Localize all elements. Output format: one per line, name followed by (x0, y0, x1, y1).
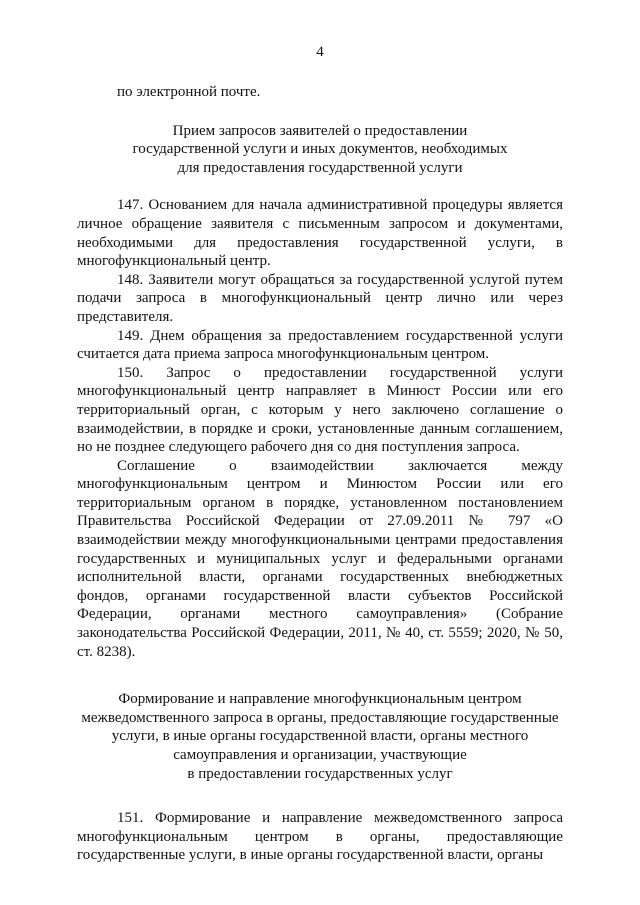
paragraph-151: 151. Формирование и направление межведомственного запроса многофункциональным центром в органы, предоставляющие государственные услуги, в иные органы государственной власти, органы (77, 810, 563, 864)
heading-line: для предоставления государственной услуги (177, 159, 463, 176)
paragraph-150: 150. Запрос о предоставлении государственной услуги многофункциональный центр направляет в Минюст России или его территориальный орган, с которым у него заключено соглашение о взаимодействии, в порядке и сроки, установленные данным соглашением, но не позднее следующего рабочего дня со дня поступления запроса. (77, 364, 563, 456)
paragraph-149: 149. Днем обращения за предоставлением государственной услуги считается дата приема запроса многофункциональным центром. (77, 327, 563, 363)
continuation-line: по электронной почте. (117, 84, 261, 100)
paragraph-147: 147. Основанием для начала административной процедуры является личное обращение заявителя с письменным запросом и документами, необходимыми для предоставления государственной услуги, в многофункциональный центр. (77, 197, 563, 270)
heading-line: государственной услуги и иных документов, необходимых (132, 141, 508, 158)
section-heading-reception (77, 122, 563, 178)
paragraph-agreement: Соглашение о взаимодействии заключается между многофункциональным центром и Минюстом России или его территориальным органом в порядке, установленном постановлением Правительства Российской Федерации от 27.09.2011 № 797 «О взаимодействии между многофункциональными центрами предоставления государственных и муниципальных услуг и федеральными органами исполнительной власти, органами государственных внебюджетных фондов, органами государственной власти субъектов Российской Федерации, органами местного самоуправления» (Собрание законодательства Российской Федерации, 2011, № 40, ст. 5559; 2020, № 50, ст. 8238). (77, 457, 563, 660)
section-heading-interagency-request (77, 690, 563, 783)
document-body (77, 83, 563, 865)
paragraph-148: 148. Заявители могут обращаться за государственной услугой путем подачи запроса в многофункциональный центр лично или через представителя. (77, 271, 563, 325)
heading-line: в предоставлении государственных услуг (187, 765, 453, 782)
heading-line: Формирование и направление многофункциональным центром (118, 691, 522, 708)
heading-line: межведомственного запроса в органы, предоставляющие государственные (81, 709, 559, 726)
heading-line: самоуправления и организации, участвующие (173, 747, 467, 763)
heading-line: услуги, в иные органы государственной власти, органы местного (111, 728, 529, 745)
page-number: 4 (316, 44, 324, 60)
heading-line: Прием запросов заявителей о предоставлении (172, 122, 468, 139)
